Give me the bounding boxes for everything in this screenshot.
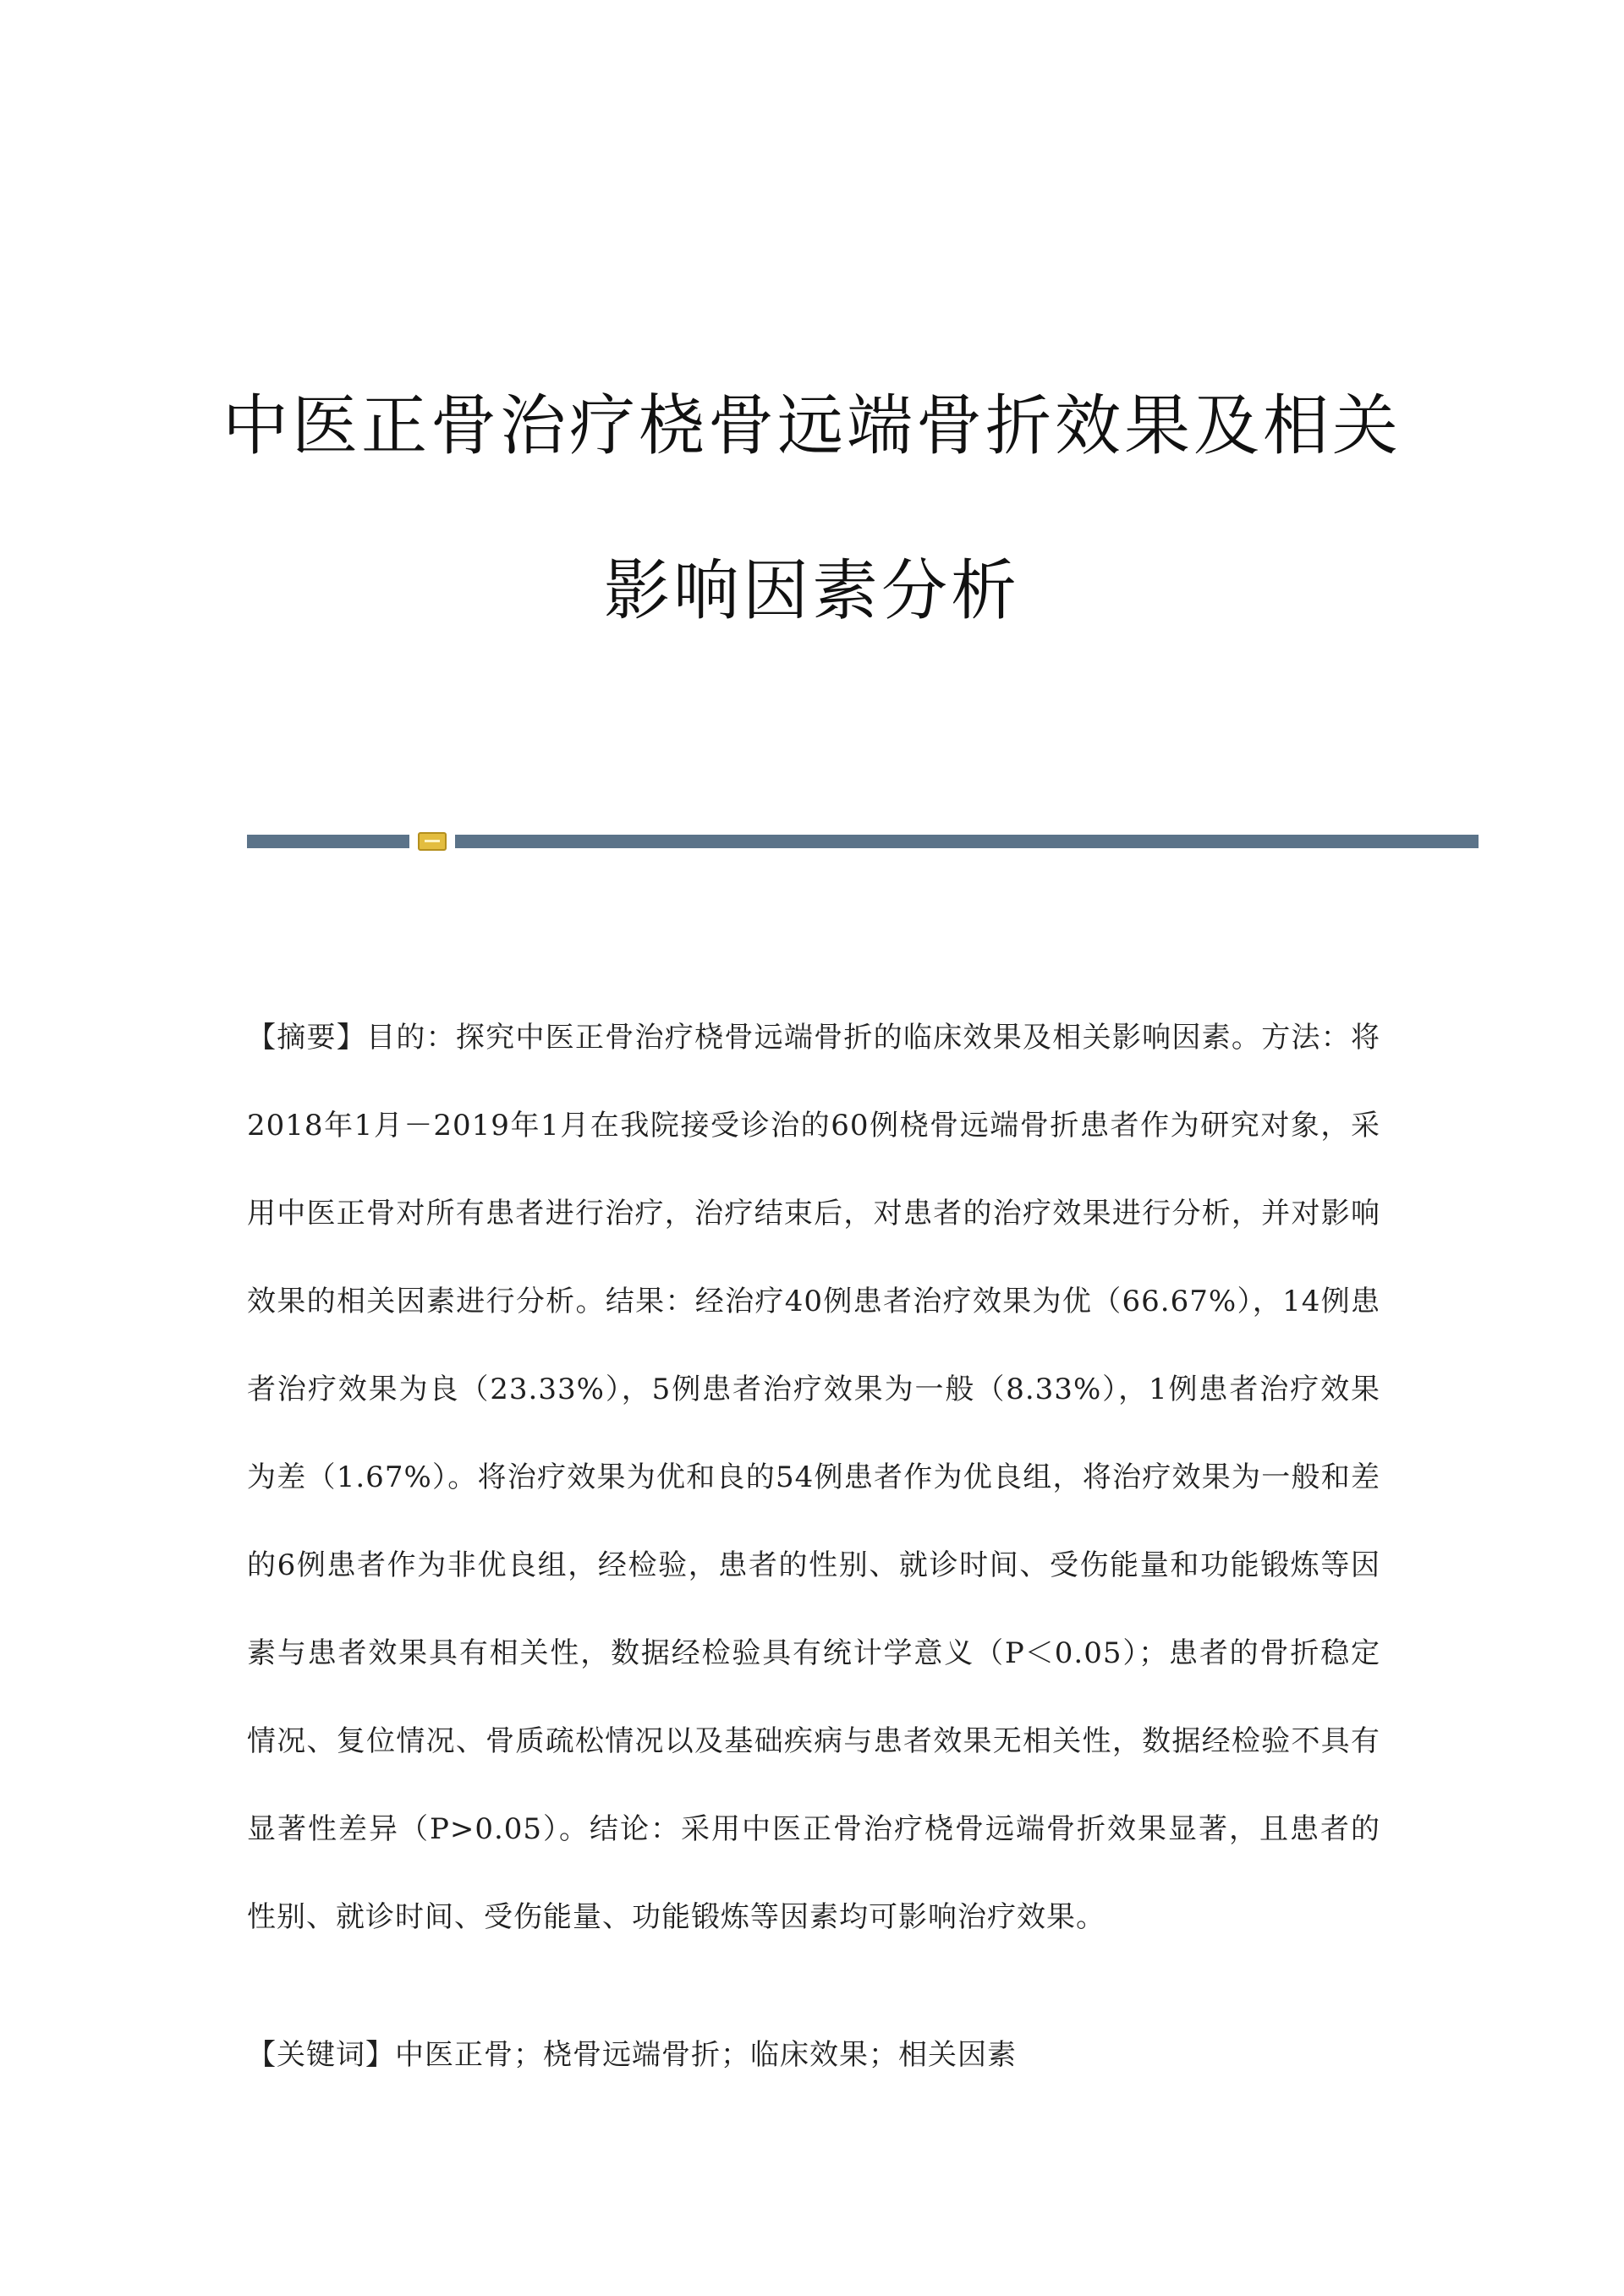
keywords-label: 【关键词】 [247,2038,395,2072]
abstract-paragraph [247,994,1380,1961]
abstract-label: 【摘要】 [247,1021,367,1055]
document-title-line-2: 影响因素分析 [603,553,1020,629]
document-title-line-1: 中医正骨治疗桡骨远端骨折效果及相关 [222,388,1402,464]
abstract-text: 目的：探究中医正骨治疗桡骨远端骨折的临床效果及相关影响因素。方法：将2018年1月－2019年1月在我院接受诊治的60例桡骨远端骨折患者作为研究对象，采用中医正骨对所有患者进行治疗，治疗结束后，对患者的治疗效果进行分析，并对影响效果的相关因素进行分析。结果：经治疗40例患者治疗效果为优（66.67%），14例患者治疗效果为良（23.33%），5例患者治疗效果为一般（8.33%），1例患者治疗效果为差（1.67%）。将治疗效果为优和良的54例患者作为优良组，将治疗效果为一般和差的6例患者作为非优良组，经检验，患者的性别、就诊时间、受伤能量和功能锻炼等因素与患者效果具有相关性，数据经检验具有统计学意义（P＜0.05）；患者的骨折稳定情况、复位情况、骨质疏松情况以及基础疾病与患者效果无相关性，数据经检验不具有显著性差异（P>0.05）。结论：采用中医正骨治疗桡骨远端骨折效果显著，且患者的性别、就诊时间、受伤能量、功能锻炼等因素均可影响治疗效果。 [247,1021,1381,1934]
keywords-paragraph [247,2011,1380,2099]
title-divider-left [247,835,409,848]
keywords-text: 中医正骨；桡骨远端骨折；临床效果；相关因素 [395,2038,1017,2072]
title-divider-right [455,835,1479,848]
divider-ornament-icon [418,832,447,851]
